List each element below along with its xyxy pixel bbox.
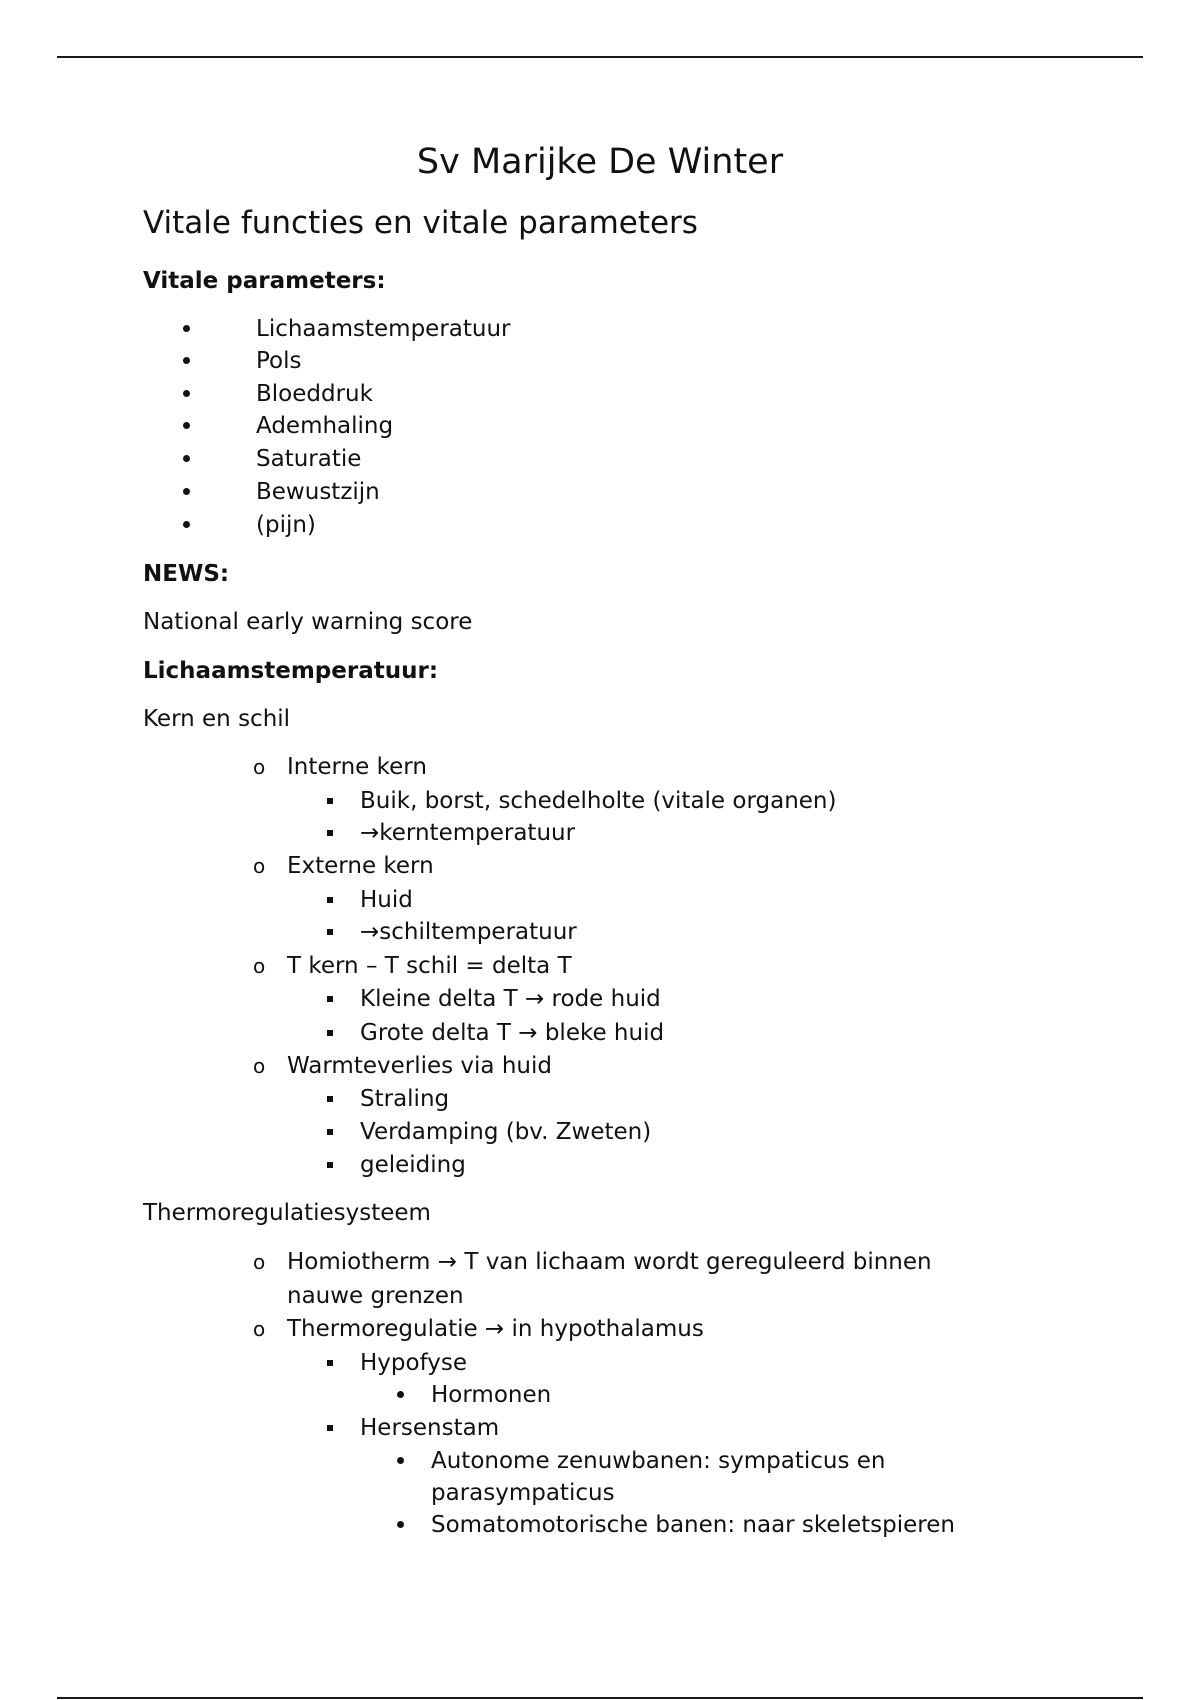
bullet-icon — [397, 1391, 404, 1398]
square-bullet-icon — [327, 1129, 333, 1135]
list-item-text: Lichaamstemperatuur — [256, 316, 511, 342]
circle-bullet-icon: o — [253, 755, 266, 779]
list-item-text: Grote delta T → bleke huid — [360, 1020, 665, 1046]
list-item-text: Thermoregulatie → in hypothalamus — [287, 1316, 704, 1342]
list-item-text: Straling — [360, 1086, 450, 1112]
vitale-parameters-label: Vitale parameters: — [143, 268, 386, 294]
section-heading: Vitale functies en vitale parameters — [143, 205, 698, 241]
square-bullet-icon — [327, 1096, 333, 1102]
circle-bullet-icon: o — [253, 1250, 266, 1274]
circle-bullet-icon: o — [253, 954, 266, 978]
square-bullet-icon — [327, 830, 333, 836]
list-item-text: Homiotherm → T van lichaam wordt gereguleerd binnen — [287, 1249, 932, 1275]
list-item-text: Kleine delta T → rode huid — [360, 986, 661, 1012]
square-bullet-icon — [327, 798, 333, 804]
news-label: NEWS: — [143, 561, 230, 587]
list-item-text: Warmteverlies via huid — [287, 1053, 552, 1079]
list-item-text: Buik, borst, schedelholte (vitale organen) — [360, 788, 837, 814]
bullet-icon — [397, 1457, 404, 1464]
square-bullet-icon — [327, 897, 333, 903]
list-item-text: Autonome zenuwbanen: sympaticus en — [431, 1448, 886, 1474]
list-item-text: Hormonen — [431, 1382, 552, 1408]
square-bullet-icon — [327, 1360, 333, 1366]
list-item-text: →schiltemperatuur — [360, 919, 577, 945]
circle-bullet-icon: o — [253, 1317, 266, 1341]
square-bullet-icon — [327, 929, 333, 935]
header-rule — [57, 56, 1143, 58]
list-item-text: Huid — [360, 887, 413, 913]
bullet-icon — [183, 488, 190, 495]
lichaamstemperatuur-label: Lichaamstemperatuur: — [143, 658, 439, 684]
list-item-text: Verdamping (bv. Zweten) — [360, 1119, 652, 1145]
list-item-text: geleiding — [360, 1152, 466, 1178]
list-item-text-continued: parasympaticus — [431, 1480, 615, 1506]
bullet-icon — [183, 422, 190, 429]
bullet-icon — [183, 455, 190, 462]
list-item-text: (pijn) — [256, 512, 316, 538]
list-item-text: Externe kern — [287, 853, 434, 879]
square-bullet-icon — [327, 1425, 333, 1431]
bullet-icon — [183, 357, 190, 364]
footer-rule — [57, 1697, 1143, 1699]
list-item-text: Pols — [256, 348, 302, 374]
list-item-text: Hypofyse — [360, 1350, 468, 1376]
thermoregulatiesysteem-label: Thermoregulatiesysteem — [143, 1200, 431, 1226]
bullet-icon — [397, 1521, 404, 1528]
list-item-text: Interne kern — [287, 754, 427, 780]
list-item-text: Somatomotorische banen: naar skeletspieren — [431, 1512, 955, 1538]
bullet-icon — [183, 521, 190, 528]
list-item-text: Ademhaling — [256, 413, 394, 439]
kern-en-schil-subheading: Kern en schil — [143, 706, 291, 732]
bullet-icon — [183, 325, 190, 332]
news-text: National early warning score — [143, 609, 473, 635]
list-item-text: T kern – T schil = delta T — [287, 953, 572, 979]
circle-bullet-icon: o — [253, 1054, 266, 1078]
list-item-text: Bloeddruk — [256, 381, 373, 407]
square-bullet-icon — [327, 996, 333, 1002]
bullet-icon — [183, 390, 190, 397]
document-title: Sv Marijke De Winter — [416, 142, 784, 182]
list-item-text: →kerntemperatuur — [360, 820, 576, 846]
square-bullet-icon — [327, 1030, 333, 1036]
square-bullet-icon — [327, 1162, 333, 1168]
list-item-text-continued: nauwe grenzen — [287, 1283, 464, 1309]
circle-bullet-icon: o — [253, 854, 266, 878]
list-item-text: Hersenstam — [360, 1415, 500, 1441]
list-item-text: Saturatie — [256, 446, 362, 472]
list-item-text: Bewustzijn — [256, 479, 380, 505]
